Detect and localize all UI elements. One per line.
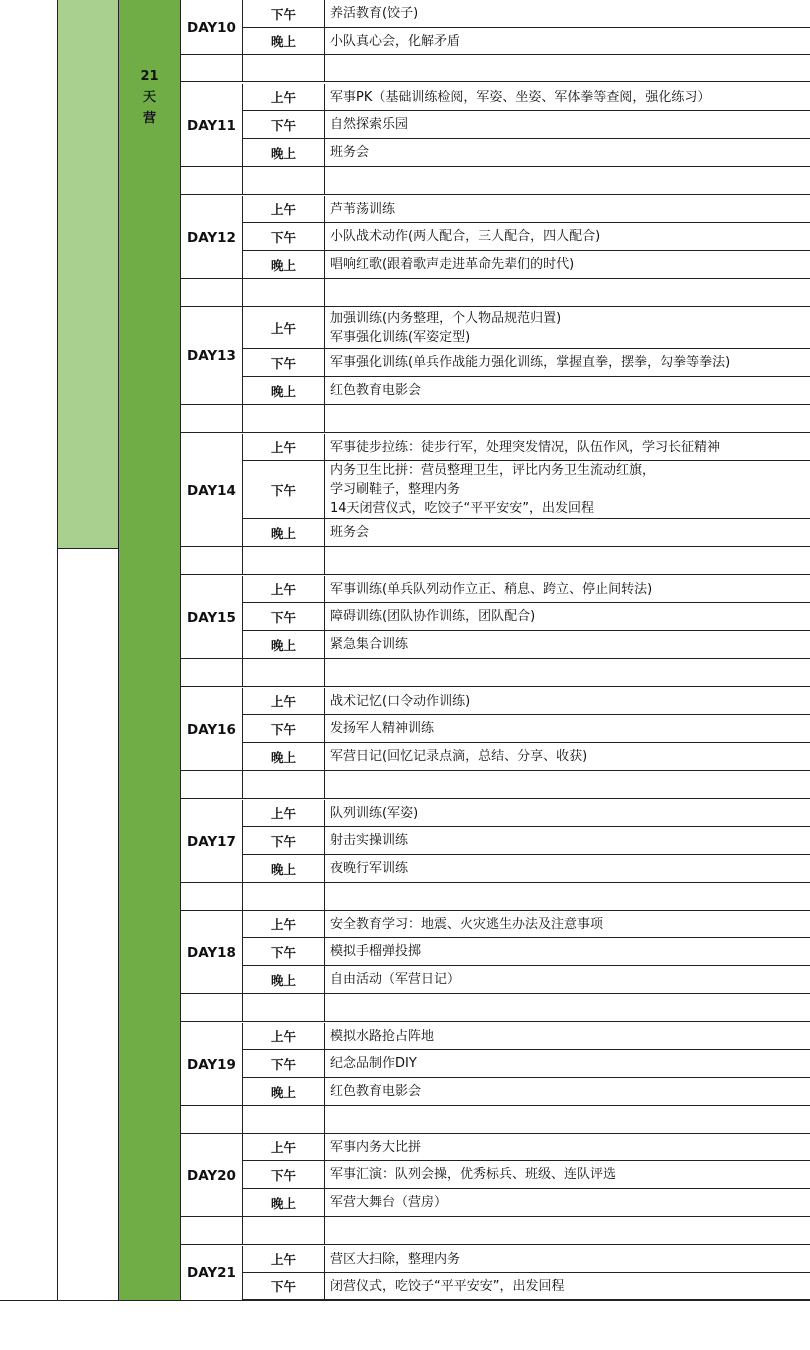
table-row [243, 1161, 810, 1189]
activity-text: 班务会 [330, 525, 370, 540]
activity-text: 红色教育电影会 [330, 1084, 422, 1099]
activity-text: 军事内务大比拼 [330, 1139, 422, 1155]
time-slot: 下午 [243, 1273, 325, 1299]
time-slot: 晚上 [243, 28, 325, 54]
camp-column [119, 0, 181, 1300]
blank-separator-row [181, 55, 810, 82]
time-slot: 下午 [243, 349, 325, 376]
blank-cell [243, 659, 325, 686]
left-margin-column [0, 0, 58, 1300]
day-label: DAY18 [181, 911, 243, 994]
time-slot: 晚上 [243, 251, 325, 278]
table-row [243, 911, 810, 938]
day-block [181, 911, 810, 994]
table-row [243, 603, 810, 631]
activity-text: 自然探索乐园 [330, 117, 409, 132]
blank-separator-row [181, 279, 810, 307]
time-slot: 上午 [243, 196, 325, 222]
day-block [181, 84, 810, 167]
activity-text: 内务卫生比拼：营员整理卫生，评比内务卫生流动红旗， 学习刷鞋子，整理内务 14天闭营仪式，吃饺子“平平安安”，出发回程 [330, 463, 656, 516]
activity-text: 军营日记(回忆记录点滴，总结、分享、收获) [330, 749, 588, 764]
day-label: DAY10 [181, 0, 243, 55]
time-slot: 下午 [243, 0, 325, 27]
table-row [243, 434, 810, 461]
table-row [243, 715, 810, 743]
row-divider [181, 1216, 243, 1217]
blank-cell [181, 1106, 243, 1133]
row-divider [181, 993, 243, 994]
time-slot: 上午 [243, 911, 325, 937]
blank-cell [243, 1106, 325, 1133]
time-slot: 上午 [243, 576, 325, 602]
time-slot: 下午 [243, 603, 325, 630]
day-block [181, 0, 810, 55]
day-label: DAY19 [181, 1023, 243, 1106]
day-label: DAY21 [181, 1246, 243, 1300]
table-row [243, 1273, 810, 1300]
table-row [243, 377, 810, 405]
table-row [243, 519, 810, 547]
phase-blank-band [58, 549, 119, 1300]
table-row [243, 196, 810, 223]
blank-cell [181, 167, 243, 194]
activity-text: 纪念品制作DIY [330, 1056, 417, 1071]
blank-cell [243, 771, 325, 798]
activity-text: 队列训练(军姿) [330, 805, 419, 821]
phase-color-band [58, 0, 119, 549]
table-row [243, 111, 810, 139]
time-slot: 晚上 [243, 1189, 325, 1216]
activity-text: 养活教育(饺子) [330, 6, 419, 21]
activity-text: 夜晚行军训练 [330, 861, 409, 876]
activity-text: 营区大扫除，整理内务 [330, 1251, 461, 1267]
activity-text: 军事训练(单兵队列动作立正、稍息、跨立、停止间转法) [330, 581, 653, 597]
row-divider [181, 882, 243, 883]
day-label: DAY11 [181, 84, 243, 167]
time-slot: 晚上 [243, 855, 325, 882]
time-slot: 上午 [243, 1023, 325, 1049]
activity-text: 班务会 [330, 145, 370, 160]
table-row [243, 800, 810, 827]
time-slot: 上午 [243, 688, 325, 714]
time-slot: 上午 [243, 434, 325, 460]
table-row [243, 251, 810, 279]
blank-separator-row [181, 405, 810, 433]
day-block [181, 434, 810, 547]
day-block [181, 1023, 810, 1106]
activity-text: 战术记忆(口令动作训练) [330, 693, 471, 709]
table-row [243, 84, 810, 111]
table-row [243, 1050, 810, 1078]
table-row [243, 223, 810, 251]
activity-text: 小队真心会，化解矛盾 [330, 33, 461, 49]
blank-cell [243, 167, 325, 194]
day-label: DAY13 [181, 307, 243, 405]
time-slot: 下午 [243, 1161, 325, 1188]
time-slot: 下午 [243, 461, 325, 518]
time-slot: 上午 [243, 84, 325, 110]
time-slot: 晚上 [243, 139, 325, 166]
time-slot: 晚上 [243, 966, 325, 993]
table-bottom-border [0, 1300, 810, 1301]
camp-label [119, 66, 180, 129]
time-slot: 晚上 [243, 631, 325, 658]
table-row [243, 827, 810, 855]
day-label: DAY15 [181, 576, 243, 659]
table-row [243, 307, 810, 349]
activity-text: 自由活动（军营日记） [330, 972, 461, 987]
time-slot: 晚上 [243, 519, 325, 546]
activity-text: 军营大舞台（营房） [330, 1195, 448, 1210]
day-block [181, 1246, 810, 1300]
activity-text: 加强训练(内务整理，个人物品规范归置) 军事强化训练(军姿定型) [330, 310, 562, 345]
blank-separator-row [181, 994, 810, 1022]
blank-cell [243, 405, 325, 432]
blank-cell [181, 279, 243, 306]
camp-label-number: 21 [140, 69, 159, 84]
row-divider [181, 1105, 243, 1106]
blank-cell [243, 994, 325, 1021]
activity-text: 模拟手榴弹投掷 [330, 944, 422, 959]
day-label: DAY14 [181, 434, 243, 547]
blank-cell [181, 771, 243, 798]
activity-text: 紧急集合训练 [330, 637, 409, 652]
camp-label-day: 天 [142, 90, 156, 105]
table-row [243, 1246, 810, 1273]
blank-cell [181, 55, 243, 81]
table-row [243, 855, 810, 883]
day-label: DAY16 [181, 688, 243, 771]
activity-text: 军事强化训练(单兵作战能力强化训练，掌握直拳，摆拳，勾拳等拳法) [330, 355, 731, 370]
blank-cell [181, 994, 243, 1021]
blank-cell [243, 55, 325, 81]
table-row [243, 349, 810, 377]
day-label: DAY12 [181, 196, 243, 279]
activity-text: 小队战术动作(两人配合，三人配合，四人配合) [330, 229, 601, 244]
day-block [181, 1134, 810, 1217]
blank-cell [181, 1217, 243, 1244]
time-slot: 下午 [243, 938, 325, 965]
activity-text: 障碍训练(团队协作训练，团队配合) [330, 609, 536, 624]
day-block [181, 307, 810, 405]
activity-text: 安全教育学习：地震、火灾逃生办法及注意事项 [330, 916, 604, 932]
activity-text: 唱响红歌(跟着歌声走进革命先辈们的时代) [330, 257, 575, 272]
blank-separator-row [181, 771, 810, 799]
activity-text: 发扬军人精神训练 [330, 721, 435, 736]
table-row [243, 966, 810, 994]
blank-cell [243, 279, 325, 306]
row-divider [181, 770, 243, 771]
table-row [243, 139, 810, 167]
camp-label-camp: 营 [142, 111, 156, 126]
table-row [243, 631, 810, 659]
row-divider [181, 278, 243, 279]
blank-separator-row [181, 167, 810, 195]
activity-text: 军事PK（基础训练检阅，军姿、坐姿、军体拳等查阅，强化练习） [330, 89, 711, 105]
day-block [181, 576, 810, 659]
time-slot: 下午 [243, 1050, 325, 1077]
blank-cell [181, 405, 243, 432]
day-block [181, 196, 810, 279]
activity-text: 射击实操训练 [330, 833, 409, 848]
activity-text: 芦苇荡训练 [330, 201, 396, 217]
blank-separator-row [181, 1106, 810, 1134]
row-divider [181, 166, 243, 167]
table-row [243, 938, 810, 966]
blank-cell [243, 547, 325, 574]
time-slot: 下午 [243, 715, 325, 742]
row-divider [181, 658, 243, 659]
day-block [181, 688, 810, 771]
time-slot: 晚上 [243, 377, 325, 404]
time-slot: 晚上 [243, 1078, 325, 1105]
time-slot: 晚上 [243, 743, 325, 770]
day-label: DAY20 [181, 1134, 243, 1217]
table-row [243, 688, 810, 715]
row-divider [181, 54, 243, 55]
table-row [243, 576, 810, 603]
blank-separator-row [181, 547, 810, 575]
time-slot: 上午 [243, 1134, 325, 1160]
blank-cell [243, 1217, 325, 1244]
table-row [243, 1189, 810, 1217]
table-row [243, 28, 810, 55]
table-row [243, 461, 810, 519]
table-row [243, 743, 810, 771]
table-row [243, 0, 810, 28]
activity-text: 模拟水路抢占阵地 [330, 1028, 435, 1044]
table-row [243, 1078, 810, 1106]
day-label: DAY17 [181, 800, 243, 883]
activity-text: 红色教育电影会 [330, 383, 422, 398]
blank-cell [243, 883, 325, 910]
activity-text: 军事汇演：队列会操，优秀标兵、班级、连队评选 [330, 1167, 617, 1182]
time-slot: 上午 [243, 307, 325, 348]
blank-cell [181, 547, 243, 574]
day-block [181, 800, 810, 883]
time-slot: 上午 [243, 1246, 325, 1272]
activity-text: 军事徒步拉练：徒步行军，处理突发情况，队伍作风，学习长征精神 [330, 439, 721, 455]
row-divider [181, 404, 243, 405]
blank-cell [181, 883, 243, 910]
blank-separator-row [181, 1217, 810, 1245]
time-slot: 下午 [243, 827, 325, 854]
time-slot: 上午 [243, 800, 325, 826]
table-row [243, 1023, 810, 1050]
row-divider [181, 546, 243, 547]
activity-text: 闭营仪式，吃饺子“平平安安”，出发回程 [330, 1278, 565, 1294]
blank-cell [181, 659, 243, 686]
time-slot: 下午 [243, 223, 325, 250]
blank-separator-row [181, 883, 810, 911]
table-row [243, 1134, 810, 1161]
blank-separator-row [181, 659, 810, 687]
time-slot: 下午 [243, 111, 325, 138]
